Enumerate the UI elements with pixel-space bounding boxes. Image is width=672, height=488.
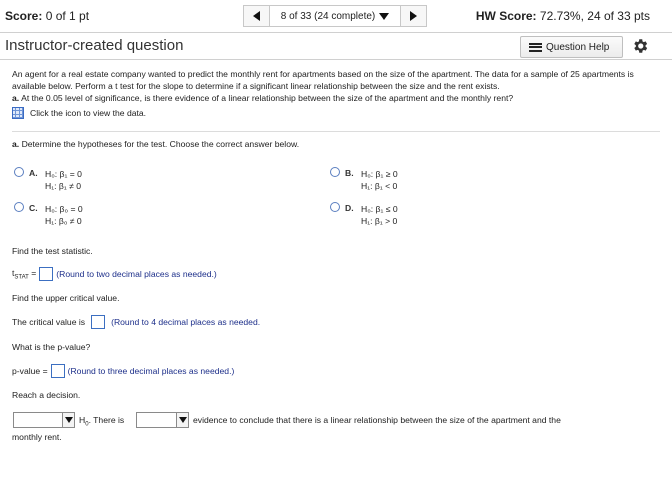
hw-score-label: HW Score:	[475, 9, 537, 23]
question-selector-dropdown[interactable]	[270, 5, 400, 27]
critical-value-label: The critical value is	[12, 317, 86, 327]
chevron-down-icon	[65, 417, 73, 423]
tstat-hint: (Round to two decimal places as needed.)	[56, 269, 217, 279]
chevron-down-icon	[179, 417, 187, 423]
option-b-letter[interactable]: B.	[345, 168, 354, 178]
option-d-h0: H₀: β₁ ≤ 0	[361, 204, 398, 214]
option-a-radio[interactable]	[14, 167, 24, 177]
intro-paragraph: An agent for a real estate company wanted to predict the monthly rent for apartments based on the size of the apartment. The data for a sample of 25 apartments is available below. Perform a t test for the slope to determine if a significant linear relationship between the size and the rent exists.	[12, 69, 634, 91]
list-icon	[529, 43, 542, 52]
gear-icon[interactable]	[631, 37, 649, 55]
pvalue-hint: (Round to three decimal places as needed.)	[67, 366, 235, 376]
part-a-prompt-text: Determine the hypotheses for the test. Choose the correct answer below.	[21, 139, 300, 149]
monthly-rent-text: monthly rent.	[12, 432, 62, 442]
evidence-dropdown[interactable]	[136, 412, 189, 428]
score-label: Score:	[5, 9, 43, 23]
h0-sub: 0	[85, 421, 89, 428]
critical-value-hint: (Round to 4 decimal places as needed.	[111, 317, 261, 327]
option-c-letter[interactable]: C.	[29, 203, 38, 213]
part-a-label: a.	[12, 93, 20, 103]
score-value: 0 of 1 pt	[45, 9, 90, 23]
question-title: Instructor-created question	[5, 37, 184, 54]
decision-dropdown-arrow[interactable]	[62, 413, 74, 427]
score-display	[5, 9, 89, 23]
reach-decision: Reach a decision.	[12, 390, 81, 400]
h0-label: H	[79, 415, 86, 425]
next-question-button[interactable]	[400, 5, 427, 27]
tstat-sub: STAT	[14, 274, 29, 281]
option-c-radio[interactable]	[14, 202, 24, 212]
pvalue-row	[12, 364, 234, 378]
divider	[12, 131, 660, 132]
part-a-question-text: At the 0.05 level of significance, is there evidence of a linear relationship between the size of the apartment and the monthly rent?	[21, 93, 514, 103]
view-data-link[interactable]	[12, 107, 660, 119]
tstat-eq: =	[31, 267, 37, 278]
option-a-h0: H₀: β₁ = 0	[45, 169, 82, 179]
tstat-row	[12, 267, 217, 281]
part-a-question	[12, 92, 660, 104]
pvalue-question: What is the p-value?	[12, 342, 91, 352]
tstat-input[interactable]	[39, 267, 53, 281]
option-c-h1: H₁: β₀ ≠ 0	[45, 216, 82, 226]
option-d-radio[interactable]	[330, 202, 340, 212]
option-b-h1: H₁: β₁ < 0	[361, 181, 398, 191]
critical-value-row	[12, 315, 260, 329]
arrow-right-icon	[410, 11, 417, 21]
find-test-statistic: Find the test statistic.	[12, 246, 93, 256]
option-a-h1: H₁: β₁ ≠ 0	[45, 181, 81, 191]
pvalue-input[interactable]	[51, 364, 65, 378]
question-help-label: Question Help	[546, 41, 610, 53]
top-bar	[0, 0, 672, 33]
arrow-left-icon	[253, 11, 260, 21]
previous-question-button[interactable]	[243, 5, 270, 27]
option-b-hypotheses[interactable]	[361, 168, 398, 192]
question-title-bar	[0, 33, 672, 60]
option-c-h0: H₀: β₀ = 0	[45, 204, 83, 214]
question-progress: 8 of 33 (24 complete)	[280, 10, 376, 22]
evidence-dropdown-arrow[interactable]	[176, 413, 188, 427]
option-c-hypotheses[interactable]	[45, 203, 83, 227]
question-intro	[12, 68, 660, 119]
pvalue-label: p-value =	[12, 366, 48, 376]
h0-there-is	[79, 415, 124, 428]
option-a-hypotheses[interactable]	[45, 168, 82, 192]
view-data-text[interactable]: Click the icon to view the data.	[30, 108, 147, 118]
option-d-h1: H₁: β₁ > 0	[361, 216, 398, 226]
chevron-down-icon	[379, 13, 389, 20]
option-b-h0: H₀: β₁ ≥ 0	[361, 169, 398, 179]
tstat-label	[12, 268, 36, 281]
option-b-radio[interactable]	[330, 167, 340, 177]
critical-value-input[interactable]	[91, 315, 105, 329]
part-a-prompt-label: a.	[12, 139, 20, 149]
part-a-prompt	[12, 139, 299, 149]
decision-dropdown[interactable]	[13, 412, 75, 428]
option-d-letter[interactable]: D.	[345, 203, 354, 213]
option-a-letter[interactable]: A.	[29, 168, 38, 178]
there-is-text: . There is	[88, 415, 125, 425]
hw-score-display	[476, 9, 650, 23]
question-help-button[interactable]	[520, 36, 623, 58]
option-d-hypotheses[interactable]	[361, 203, 398, 227]
data-table-icon[interactable]	[12, 107, 24, 119]
hw-score-value: 72.73%, 24 of 33 pts	[539, 9, 650, 23]
find-critical-value: Find the upper critical value.	[12, 293, 120, 303]
tstat-t: t	[12, 267, 15, 278]
evidence-text: evidence to conclude that there is a linear relationship between the size of the apartment and the	[193, 415, 561, 425]
